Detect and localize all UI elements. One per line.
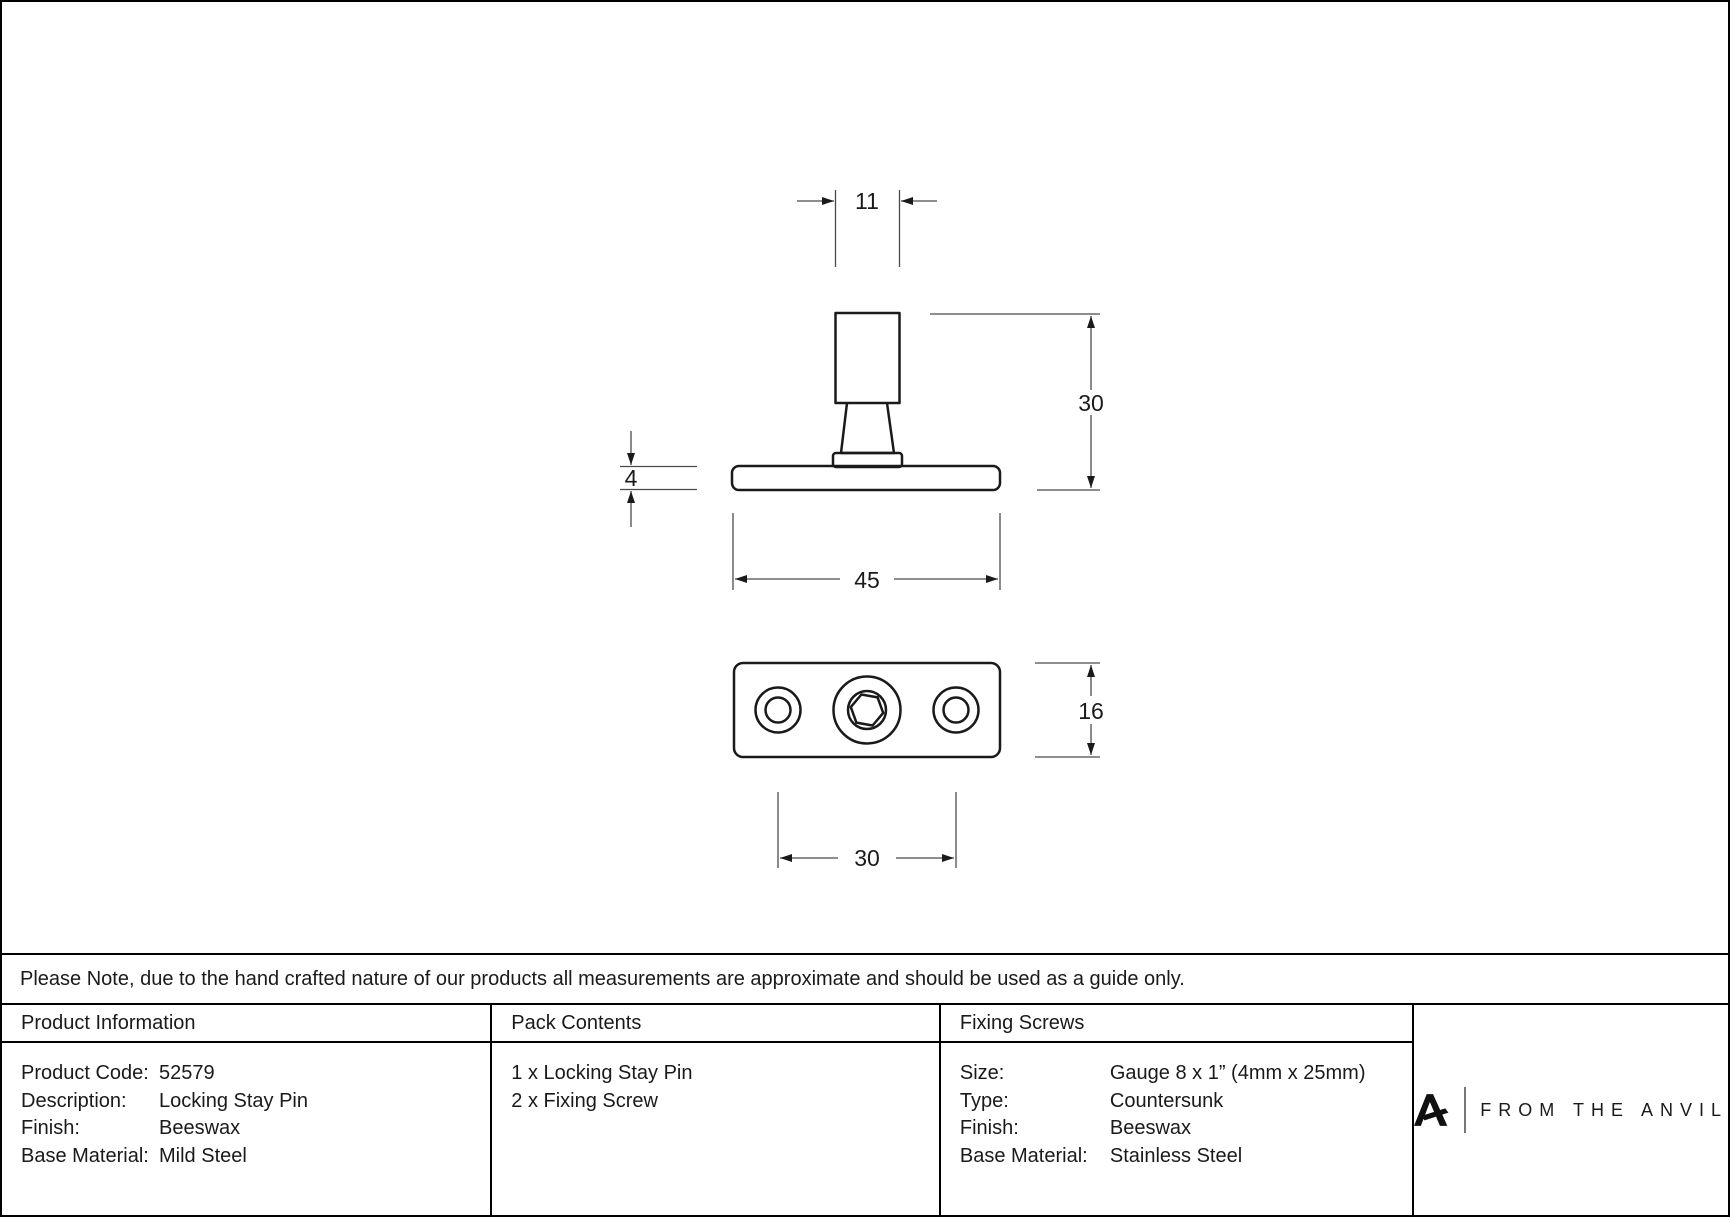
spec-label: Description: <box>21 1089 127 1112</box>
spec-label: Base Material: <box>959 1144 1088 1167</box>
side-view <box>732 313 1000 490</box>
pack-contents-column <box>490 1005 939 1215</box>
anvil-logo-icon <box>1414 1093 1450 1127</box>
screw-hole-left-outer <box>756 688 801 733</box>
plan-view <box>734 663 1000 757</box>
hex-socket <box>851 695 883 726</box>
pack-contents-header: Pack Contents <box>492 1005 939 1043</box>
product-information-header: Product Information <box>2 1005 490 1043</box>
dim-overall-height-label: 30 <box>1078 390 1104 416</box>
spec-label: Size: <box>959 1062 1005 1084</box>
pack-item: 1 x Locking Stay Pin <box>511 1062 693 1084</box>
technical-drawing <box>2 2 1728 953</box>
spec-value: Locking Stay Pin <box>159 1089 308 1112</box>
fixing-screws-body <box>941 1043 1412 1170</box>
product-information-column <box>2 1005 490 1215</box>
product-information-body <box>2 1043 490 1170</box>
spec-value: Stainless Steel <box>1109 1144 1243 1167</box>
dim-plate-width-label: 16 <box>1078 698 1104 724</box>
spec-value: 52579 <box>159 1062 215 1084</box>
spec-value: Mild Steel <box>159 1144 247 1167</box>
spec-label: Product Code: <box>21 1062 149 1084</box>
pin-boss-outer <box>834 677 901 744</box>
fixing-screws-header: Fixing Screws <box>941 1005 1412 1043</box>
base-plate-side <box>732 466 1000 490</box>
fixing-screws-column <box>939 1005 1412 1215</box>
brand-name: FROM THE ANVIL <box>1480 1099 1728 1120</box>
brand-logo-cell <box>1412 1005 1728 1215</box>
spec-value: Beeswax <box>159 1117 241 1139</box>
pack-item: 2 x Fixing Screw <box>511 1089 658 1112</box>
dim-pin-width-label: 11 <box>855 188 879 214</box>
screw-hole-left-inner <box>766 698 791 723</box>
dim-plate-length-label: 45 <box>854 567 880 593</box>
measurement-note-text: Please Note, due to the hand crafted nature of our products all measurements are approximate and should be used as a guide only. <box>20 967 1185 990</box>
spec-label: Finish: <box>21 1117 80 1139</box>
logo-divider <box>1464 1087 1466 1133</box>
spec-label: Type: <box>959 1089 1009 1112</box>
spec-value: Gauge 8 x 1” (4mm x 25mm) <box>1109 1062 1366 1084</box>
pin-taper <box>841 403 894 453</box>
pin-body <box>836 313 900 403</box>
spec-value: Countersunk <box>1109 1089 1224 1112</box>
dim-plate-thickness-label: 4 <box>624 465 638 491</box>
spec-label: Finish: <box>959 1117 1019 1139</box>
pack-contents-body <box>492 1043 939 1115</box>
screw-hole-right-inner <box>944 698 969 723</box>
spec-value: Beeswax <box>1109 1117 1192 1139</box>
dim-hole-spacing-label: 30 <box>854 845 880 871</box>
screw-hole-right-outer <box>934 688 979 733</box>
brand-logo <box>1414 1087 1728 1133</box>
spec-label: Base Material: <box>21 1144 149 1167</box>
measurement-note-bar <box>2 953 1728 1005</box>
dim-overall-height <box>930 314 1100 490</box>
spec-table <box>2 1005 1728 1215</box>
